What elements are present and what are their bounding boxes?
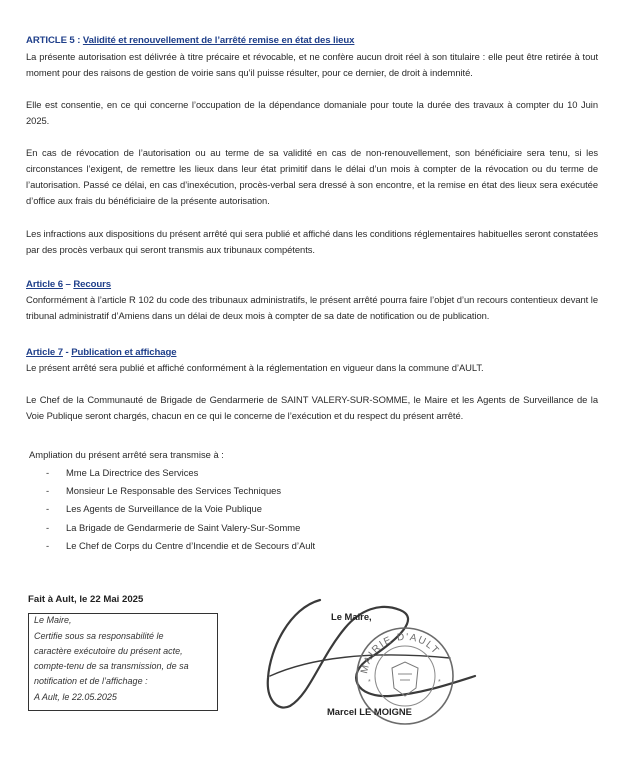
signer-name: Marcel LE MOIGNE bbox=[327, 706, 412, 717]
article-5-paragraph-3: En cas de révocation de l’autorisation ou au terme de sa validité en cas de non-renouvellement, son bénéficiaire sera tenu, si les circonstances l’exigent, de remettre les lieux dans leur état primitif dans le délai d’un mois à compter de la révocation ou du terme de l’autorisation. Passé ce délai, en cas d’inexécution, procès-verbal sera dressé à son encontre, et la remise en état des lieux sera exécutée d’office aux frais du bénéficiaire de la présente autorisation. bbox=[26, 147, 598, 206]
bullet-dash: - bbox=[46, 485, 50, 497]
article-6-paragraph-1: Conformément à l’article R 102 du code des tribunaux administratifs, le présent arrêté pourra faire l’objet d’un recours contentieux devant le tribunal administratif d’Amiens dans un délai de deux mois à compter de sa date de notification ou de publication. bbox=[26, 294, 598, 321]
cert-line: caractère exécutoire du présent acte, bbox=[34, 646, 183, 656]
bullet-dash: - bbox=[46, 521, 50, 533]
cert-line: Le Maire, bbox=[34, 615, 72, 625]
article-7-separator: - bbox=[62, 347, 72, 358]
list-item bbox=[46, 464, 315, 482]
list-item bbox=[46, 537, 315, 555]
bullet-dash: - bbox=[46, 503, 50, 515]
bullet-dash: - bbox=[46, 539, 50, 551]
article-7-label: Article 7 bbox=[26, 347, 63, 358]
article-5-title: Validité et renouvellement de l’arrêté remise en état des lieux bbox=[82, 35, 355, 46]
svg-text:*: * bbox=[368, 679, 371, 686]
recipient-text: Le Chef de Corps du Centre d’Incendie et de Secours d’Ault bbox=[66, 539, 316, 551]
svg-text:*: * bbox=[438, 679, 441, 686]
article-7-title: Publication et affichage bbox=[71, 347, 177, 358]
recipient-text: La Brigade de Gendarmerie de Saint Valery-Sur-Somme bbox=[66, 521, 301, 533]
mayor-label: Le Maire, bbox=[331, 611, 372, 622]
list-item bbox=[46, 482, 315, 500]
list-item bbox=[46, 519, 315, 537]
recipient-text: Mme La Directrice des Services bbox=[66, 467, 199, 478]
article-6-separator: – bbox=[62, 279, 74, 290]
ampliation-title: Ampliation du présent arrêté sera transmise à : bbox=[29, 449, 224, 460]
bullet-dash: - bbox=[46, 467, 50, 478]
list-item bbox=[46, 500, 315, 518]
article-7-heading bbox=[26, 347, 177, 358]
recipient-list bbox=[46, 464, 315, 555]
cert-line: compte-tenu de sa transmission, de sa bbox=[34, 661, 189, 671]
article-5-paragraph-2: Elle est consentie, en ce qui concerne l’occupation de la dépendance domaniale pour toute la durée des travaux à compter du 10 Juin 2025. bbox=[26, 99, 598, 126]
article-7-paragraph-2: Le Chef de la Communauté de Brigade de Gendarmerie de SAINT VALERY-SUR-SOMME, le Maire et les Agents de Surveillance de la Voie Publique seront chargés, chacun en ce qui le concerne de l’exécution et du respect du présent arrêté. bbox=[26, 394, 598, 421]
article-6-title: Recours bbox=[73, 279, 112, 290]
cert-line: A Ault, le 22.05.2025 bbox=[34, 692, 117, 702]
recipient-text: Les Agents de Surveillance de la Voie Publique bbox=[66, 503, 262, 515]
article-7-paragraph-1: Le présent arrêté sera publié et affiché conformément à la réglementation en vigueur dans la commune d’AULT. bbox=[26, 362, 484, 373]
cert-line: Certifie sous sa responsabilité le bbox=[34, 631, 164, 641]
article-5-paragraph-4: Les infractions aux dispositions du présent arrêté qui sera publié et affiché dans les conditions réglementaires habituelles seront constatées par des procès verbaux qui seront transmis aux tribunaux compétents. bbox=[26, 228, 598, 255]
cert-line: notification et de l’affichage : bbox=[34, 676, 148, 686]
article-6-label: Article 6 bbox=[26, 279, 63, 290]
recipient-text: Monsieur Le Responsable des Services Techniques bbox=[66, 485, 282, 497]
article-6-heading bbox=[26, 279, 111, 290]
article-5-paragraph-1: La présente autorisation est délivrée à titre précaire et révocable, et ne confère aucun droit réel à son titulaire : elle peut être retirée à tout moment pour des raisons de gestion de voirie sans qu’il puisse résulter, pour ce dernier, de droit à indemnité. bbox=[26, 51, 598, 78]
svg-text:MAIRIE D'AULT: MAIRIE D'AULT bbox=[359, 631, 442, 675]
article-5-heading bbox=[26, 35, 354, 46]
article-5-label: ARTICLE 5 : bbox=[26, 35, 83, 46]
signature-date: Fait à Ault, le 22 Mai 2025 bbox=[28, 594, 144, 605]
